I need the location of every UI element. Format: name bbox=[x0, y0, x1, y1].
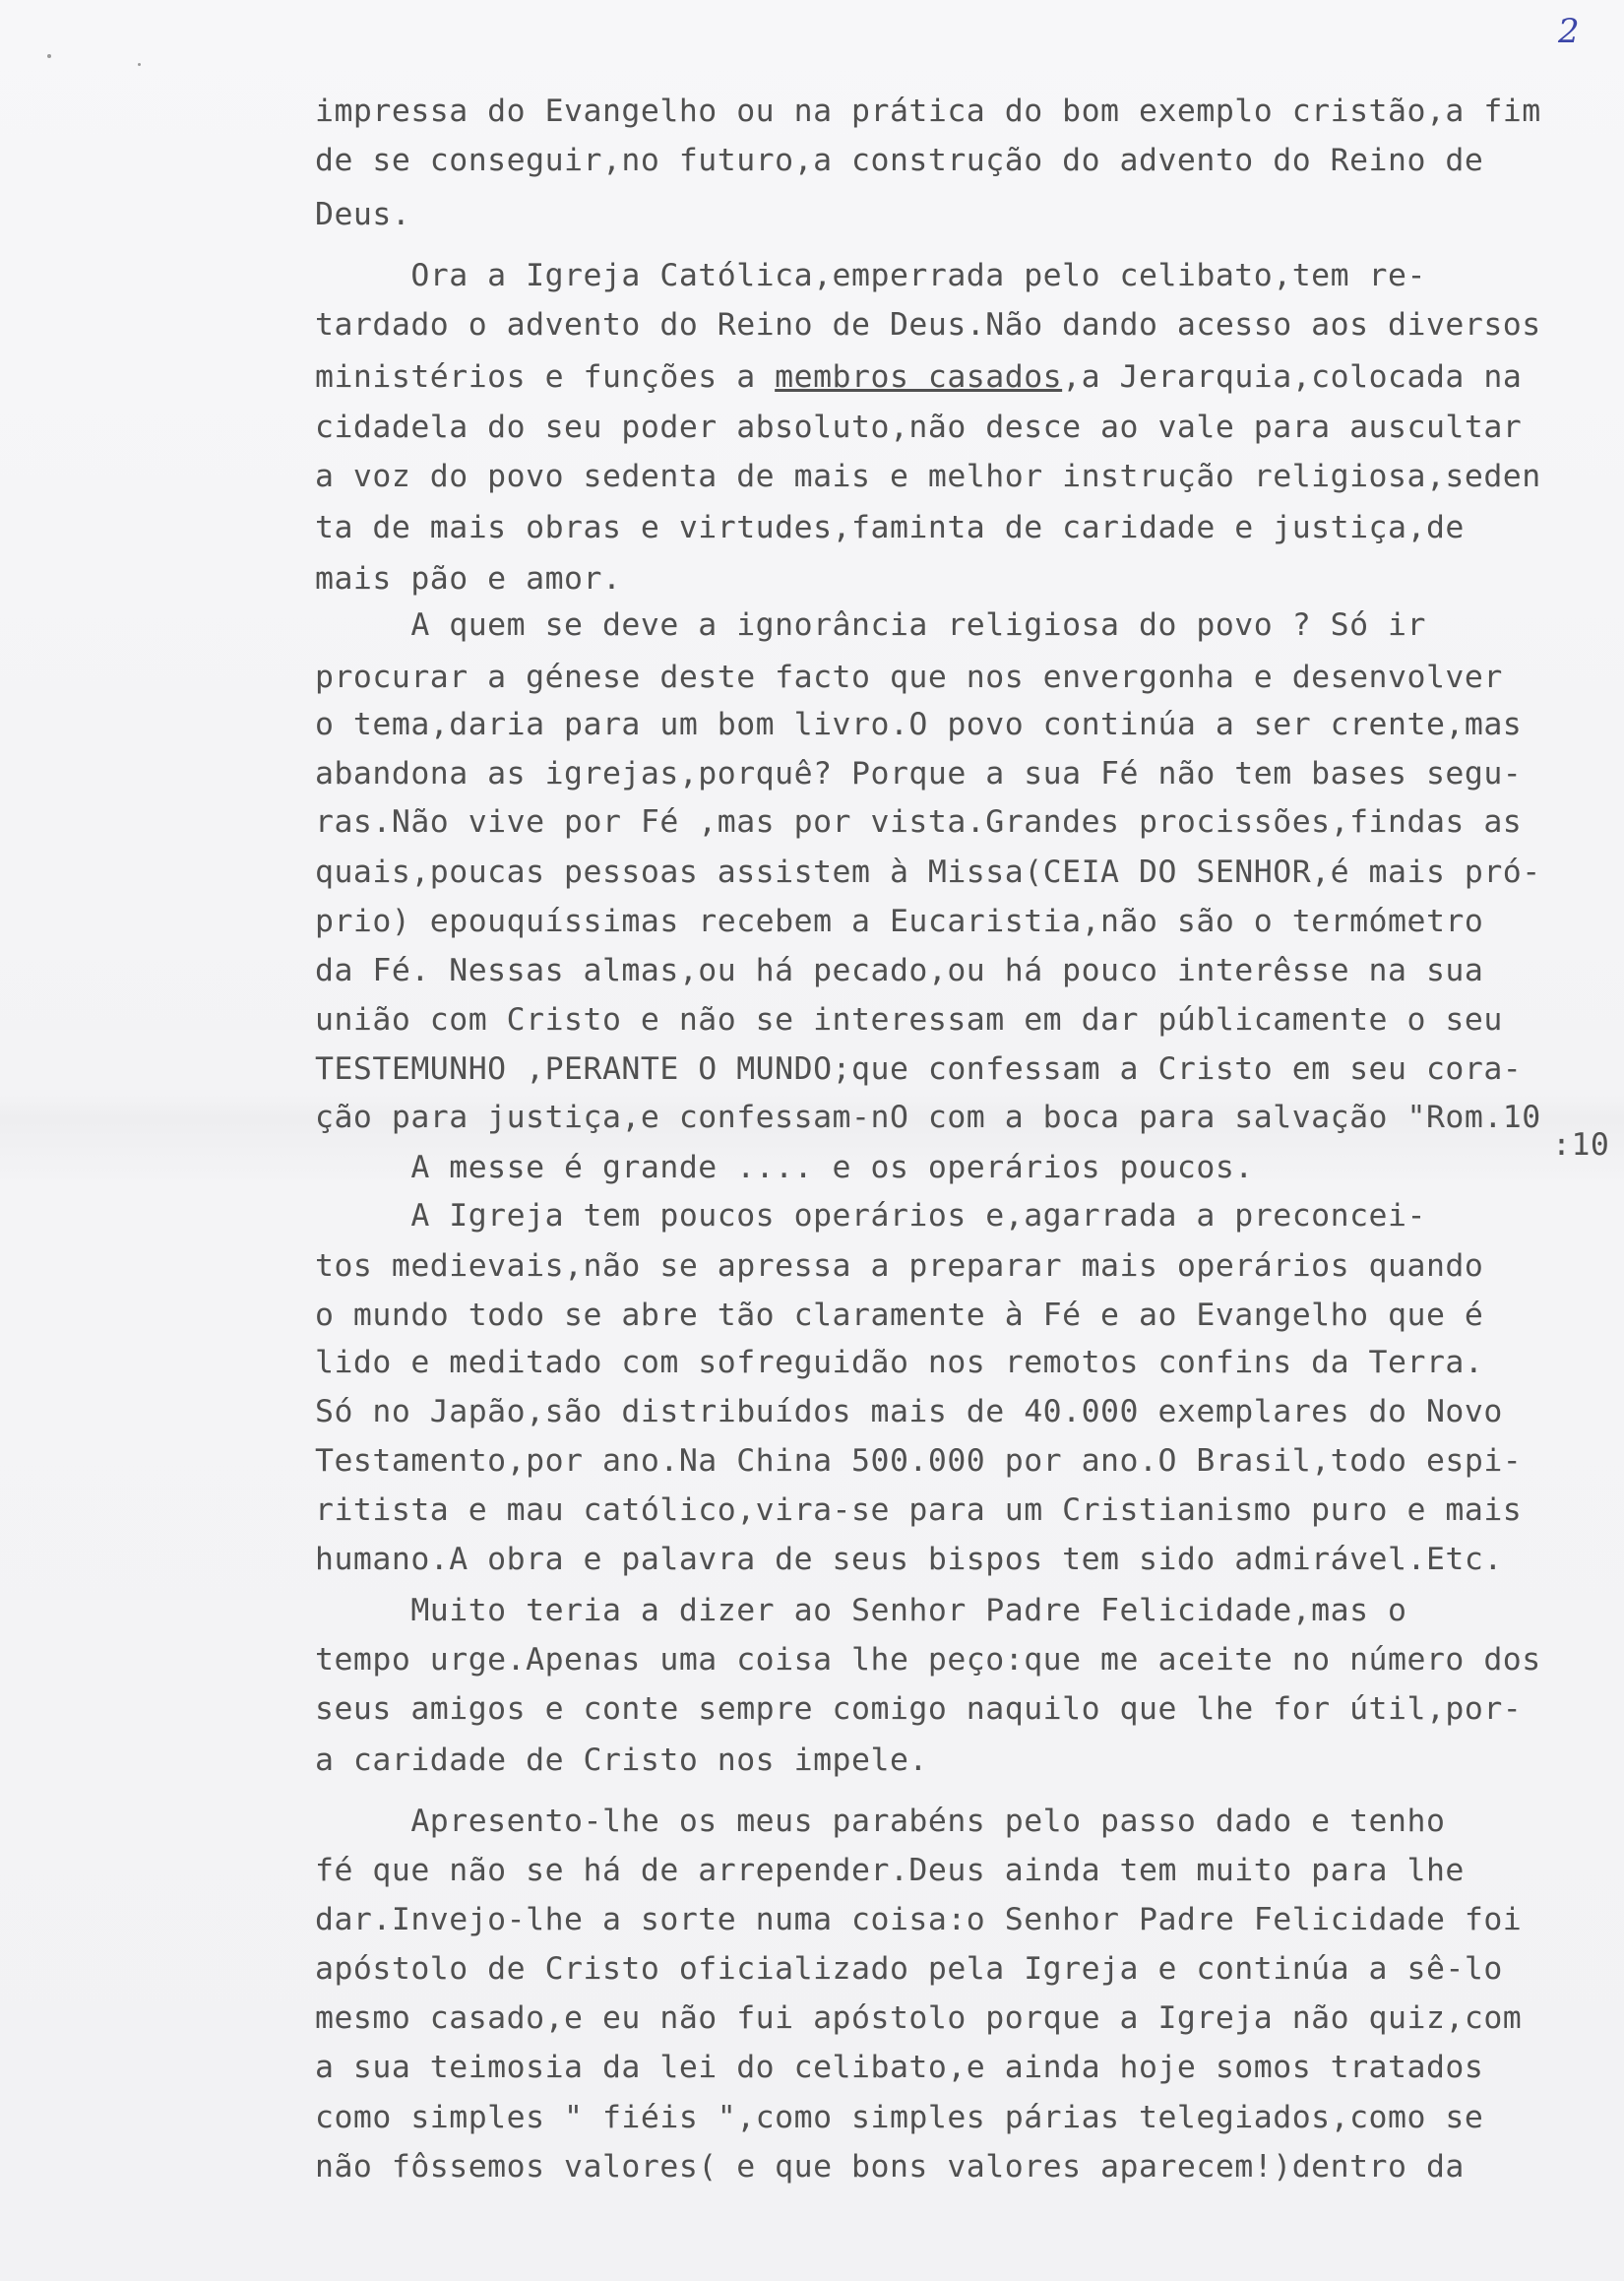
text-line: mesmo casado,e eu não fui apóstolo porque a Igreja não quiz,com bbox=[315, 2000, 1523, 2036]
text-line: a sua teimosia da lei do celibato,e ainda hoje somos tratados bbox=[315, 2050, 1484, 2085]
text-line: impressa do Evangelho ou na prática do bom exemplo cristão,a fim bbox=[315, 94, 1541, 129]
text-line: lido e meditado com sofreguidão nos remotos confins da Terra. bbox=[315, 1345, 1484, 1380]
text-line: apóstolo de Cristo oficializado pela Igreja e continúa a sê-lo bbox=[315, 1951, 1503, 1987]
text-line: da Fé. Nessas almas,ou há pecado,ou há pouco interêsse na sua bbox=[315, 953, 1484, 988]
text-line: ta de mais obras e virtudes,faminta de caridade e justiça,de bbox=[315, 510, 1465, 545]
page-number: 2 bbox=[1558, 12, 1580, 51]
text-line: Deus. bbox=[315, 197, 411, 232]
text-line: ras.Não vive por Fé ,mas por vista.Grandes procissões,findas as bbox=[315, 804, 1523, 840]
text-line: a voz do povo sedenta de mais e melhor instrução religiosa,seden bbox=[315, 459, 1541, 494]
text-line: ritista e mau católico,vira-se para um Cristianismo puro e mais bbox=[315, 1492, 1523, 1528]
text-line: A messe é grande .... e os operários poucos. bbox=[315, 1150, 1254, 1185]
text-line: humano.A obra e palavra de seus bispos tem sido admirável.Etc. bbox=[315, 1542, 1503, 1577]
text-line: fé que não se há de arrepender.Deus ainda tem muito para lhe bbox=[315, 1853, 1465, 1888]
text-line: seus amigos e conte sempre comigo naquilo que lhe for útil,por- bbox=[315, 1691, 1523, 1727]
text-line: dar.Invejo-lhe a sorte numa coisa:o Senhor Padre Felicidade foi bbox=[315, 1902, 1523, 1937]
text-line: ministérios e funções a membros casados,a Jerarquia,colocada na bbox=[315, 359, 1523, 395]
text-line: quais,poucas pessoas assistem à Missa(CEIA DO SENHOR,é mais pró- bbox=[315, 855, 1541, 890]
text-line: Só no Japão,são distribuídos mais de 40.000 exemplares do Novo bbox=[315, 1394, 1503, 1429]
text-line: o mundo todo se abre tão claramente à Fé e ao Evangelho que é bbox=[315, 1298, 1484, 1333]
text-line: não fôssemos valores( e que bons valores aparecem!)dentro da bbox=[315, 2149, 1465, 2185]
paper-speck bbox=[47, 54, 51, 58]
text-line: ção para justiça,e confessam-nO com a boca para salvação "Rom.10 bbox=[315, 1100, 1541, 1135]
text-line: o tema,daria para um bom livro.O povo continúa a ser crente,mas bbox=[315, 707, 1523, 742]
text-line: a caridade de Cristo nos impele. bbox=[315, 1742, 928, 1778]
text-line: Testamento,por ano.Na China 500.000 por ano.O Brasil,todo espi- bbox=[315, 1443, 1523, 1479]
text-line: de se conseguir,no futuro,a construção do advento do Reino de bbox=[315, 143, 1484, 178]
text-line: abandona as igrejas,porquê? Porque a sua Fé não tem bases segu- bbox=[315, 756, 1523, 792]
text-line: tardado o advento do Reino de Deus.Não dando acesso aos diversos bbox=[315, 307, 1541, 343]
underlined-phrase: membros casados bbox=[775, 359, 1063, 395]
text-line: mais pão e amor. bbox=[315, 561, 622, 597]
text-line: tos medievais,não se apressa a preparar mais operários quando bbox=[315, 1248, 1484, 1284]
text-line: Apresento-lhe os meus parabéns pelo passo dado e tenho bbox=[315, 1804, 1446, 1839]
margin-note: :10 bbox=[1552, 1127, 1610, 1163]
text-line: como simples " fiéis ",como simples párias telegiados,como se bbox=[315, 2100, 1484, 2135]
text-line: Ora a Igreja Católica,emperrada pelo celibato,tem re- bbox=[315, 258, 1426, 293]
text-line: cidadela do seu poder absoluto,não desce ao vale para auscultar bbox=[315, 410, 1523, 445]
text-line: A quem se deve a ignorância religiosa do povo ? Só ir bbox=[315, 607, 1426, 643]
paper-speck bbox=[138, 63, 141, 66]
text-line: procurar a génese deste facto que nos envergonha e desenvolver bbox=[315, 660, 1503, 695]
text-line: tempo urge.Apenas uma coisa lhe peço:que me aceite no número dos bbox=[315, 1642, 1541, 1678]
text-line: TESTEMUNHO ,PERANTE O MUNDO;que confessam a Cristo em seu cora- bbox=[315, 1051, 1523, 1087]
text-line: prio) epouquíssimas recebem a Eucaristia,não são o termómetro bbox=[315, 904, 1484, 939]
text-line: união com Cristo e não se interessam em dar públicamente o seu bbox=[315, 1002, 1503, 1038]
text-line: Muito teria a dizer ao Senhor Padre Felicidade,mas o bbox=[315, 1593, 1407, 1628]
text-line: A Igreja tem poucos operários e,agarrada a preconcei- bbox=[315, 1198, 1426, 1234]
